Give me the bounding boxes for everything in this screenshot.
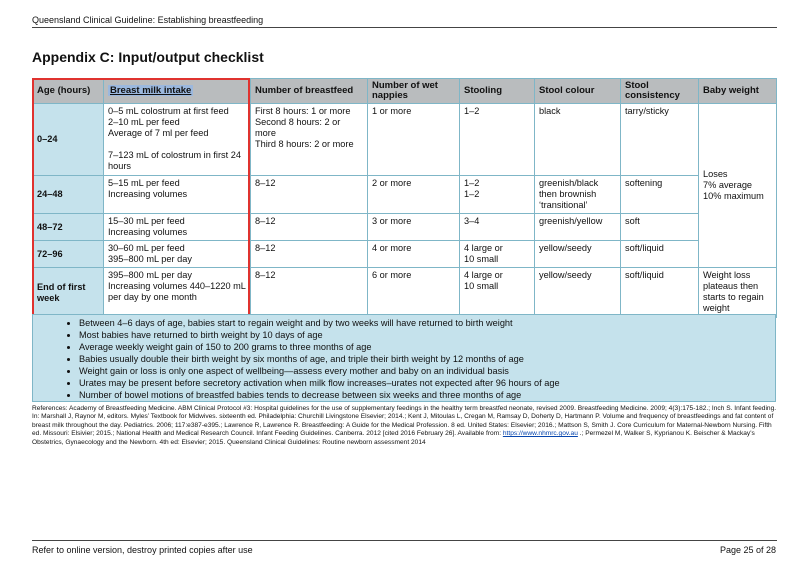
- footer-divider: [32, 540, 777, 541]
- col-header-colour: Stool colour: [535, 79, 621, 104]
- consistency-cell: soft/liquid: [621, 268, 699, 318]
- cell-line: yellow/seedy: [539, 243, 592, 253]
- col-header-stooling: Stooling: [460, 79, 535, 104]
- stooling-cell: [460, 104, 535, 176]
- cell-line: Increasing volumes: [108, 189, 188, 199]
- cell-line: 2–10 mL per feed: [108, 117, 180, 127]
- references-text: References: Academy of Breastfeeding Medicine. ABM Clinical Protocol #3: Hospital guidelines for the use of supplementary feedings in the healthy term breastfed neonate, revised 2009. Breastfeeding Medicine. 2009; 4(3):175-182.; Inch S. Infant feeding. In: Marshall J, Raynor M, editors. Myles’ Textbook for Midwives. sixteenth ed. Philadelphia: Churchill Livingstone Elsevier; 2014.; Kent J, Mitoulas L, Cregan M, Ramsay D, Doherty D, Hartmann P. Volume and frequency of breastfeedings and fat content of breast milk throughout the day. Pediatrics. 2006; 117:e387-e395.; Lawrence R, Lawrence R. Breastfeeding: A Guide for the Medical Profession. 8 ed. United States: Elsevier; 2016.; Mattson S, Smith J. Core Curriculum for Maternal-Newborn Nursing. Fifth ed. Missouri: Elsivier; 2015.; National Health and Medical Research Council. Infant Feeding Guidelines. Canberra. 2012 [cited 2016 February 26]. Available from:: [32, 405, 777, 438]
- cell-line: 7% average: [703, 180, 753, 190]
- feeds-cell: [251, 104, 368, 176]
- stooling-cell: [460, 176, 535, 214]
- notes-list: [33, 317, 775, 401]
- col-header-wet: Number of wet nappies: [368, 79, 460, 104]
- references: [32, 405, 777, 447]
- header-divider: [32, 27, 777, 28]
- cell-line: Average of 7 ml per feed: [108, 128, 209, 138]
- age-cell: 72–96: [33, 241, 104, 268]
- age-cell: 0–24: [33, 104, 104, 176]
- cell-line: Third 8 hours: 2 or more: [255, 139, 354, 149]
- cell-line: 10% maximum: [703, 191, 764, 201]
- references-text-end: .; Permezel M, Walker S, Kyprianou K. Beischer & Mackay's Obstetrics, Gynaecology and the Newborn. 4th ed: Elsevier; 2015. Queensland Clinical Guidelines: Routine newborn assessment 2014: [32, 430, 755, 446]
- cell-line: 1–2: [464, 189, 480, 199]
- age-cell: 48–72: [33, 214, 104, 241]
- colour-cell: [535, 241, 621, 268]
- intake-cell: [104, 214, 251, 241]
- cell-line: 8–12: [255, 178, 276, 188]
- colour-cell: [535, 104, 621, 176]
- list-item: • Babies usually double their birth weight by six months of age, and triple their birth weight by 12 months of age: [79, 353, 775, 365]
- age-cell: End of first week: [33, 268, 104, 318]
- col-header-feeds: Number of breastfeed: [251, 79, 368, 104]
- cell-line: 5–15 mL per feed: [108, 178, 180, 188]
- stooling-cell: [460, 214, 535, 241]
- cell-line: yellow/seedy: [539, 270, 592, 280]
- consistency-cell: softening: [621, 176, 699, 214]
- cell-line: 10 small: [464, 281, 499, 291]
- wet-cell: 2 or more: [368, 176, 460, 214]
- cell-line: black: [539, 106, 561, 116]
- list-item: • Most babies have returned to birth weight by 10 days of age: [79, 329, 775, 341]
- table-row: [33, 268, 777, 318]
- list-item: • Urates may be present before secretory activation when milk flow increases–urates not expected after 96 hours of age: [79, 377, 775, 389]
- cell-line: ‘transitional’: [539, 200, 588, 210]
- colour-cell: [535, 176, 621, 214]
- cell-line: First 8 hours: 1 or more: [255, 106, 351, 116]
- feeds-cell: [251, 241, 368, 268]
- list-item: • Number of bowel motions of breastfed babies tends to decrease between six weeks and three months of age: [79, 389, 775, 401]
- cell-line: 1–2: [464, 178, 480, 188]
- table-row: [33, 214, 777, 241]
- list-item: • Between 4–6 days of age, babies start to regain weight and by two weeks will have returned to birth weight: [79, 317, 775, 329]
- page-number: Page 25 of 28: [719, 545, 776, 555]
- col-header-intake: [104, 79, 251, 104]
- intake-cell: [104, 268, 251, 318]
- table-header-row: [33, 79, 777, 104]
- cell-line: Increasing volumes: [108, 227, 188, 237]
- consistency-cell: soft: [621, 214, 699, 241]
- feeds-cell: [251, 214, 368, 241]
- cell-line: 4 large or: [464, 243, 503, 253]
- cell-line: 7–123 mL of colostrum in first 24 hours: [108, 150, 241, 171]
- consistency-cell: soft/liquid: [621, 241, 699, 268]
- cell-line: Increasing volumes 440–1220 mL per day by one month: [108, 281, 246, 302]
- feeds-cell: [251, 176, 368, 214]
- wet-cell: 1 or more: [368, 104, 460, 176]
- wet-cell: 4 or more: [368, 241, 460, 268]
- col-header-weight: Baby weight: [699, 79, 777, 104]
- footer-note: Refer to online version, destroy printed copies after use: [32, 545, 253, 555]
- intake-cell: [104, 241, 251, 268]
- nhmrc-link[interactable]: https://www.nhmrc.gov.au: [502, 430, 578, 438]
- page-title: Appendix C: Input/output checklist: [32, 49, 264, 65]
- age-cell: 24–48: [33, 176, 104, 214]
- stooling-cell: [460, 241, 535, 268]
- list-item: • Weight gain or loss is only one aspect of wellbeing—assess every mother and baby on an individual basis: [79, 365, 775, 377]
- table-row: [33, 241, 777, 268]
- cell-line: 15–30 mL per feed: [108, 216, 185, 226]
- wet-cell: 6 or more: [368, 268, 460, 318]
- cell-line: Second 8 hours: 2 or more: [255, 117, 341, 138]
- cell-line: 0–5 mL colostrum at first feed: [108, 106, 229, 116]
- feeds-cell: [251, 268, 368, 318]
- col-header-consistency: Stool consistency: [621, 79, 699, 104]
- cell-line: 395–800 mL per day: [108, 254, 192, 264]
- cell-line: 8–12: [255, 216, 276, 226]
- col-header-age: Age (hours): [33, 79, 104, 104]
- cell-line: [108, 139, 246, 150]
- table-row: [33, 176, 777, 214]
- intake-cell: [104, 176, 251, 214]
- cell-line: then brownish: [539, 189, 597, 199]
- stooling-cell: [460, 268, 535, 318]
- document-header: Queensland Clinical Guideline: Establishing breastfeeding: [32, 15, 264, 25]
- table-row: [33, 104, 777, 176]
- colour-cell: [535, 214, 621, 241]
- cell-line: 10 small: [464, 254, 499, 264]
- cell-line: 30–60 mL per feed: [108, 243, 185, 253]
- cell-line: 1–2: [464, 106, 480, 116]
- cell-line: 8–12: [255, 270, 276, 280]
- weight-cell: [699, 104, 777, 268]
- colour-cell: [535, 268, 621, 318]
- checklist-table: [32, 78, 777, 318]
- intake-cell: [104, 104, 251, 176]
- cell-line: greenish/yellow: [539, 216, 603, 226]
- cell-line: Loses: [703, 169, 728, 179]
- cell-line: 8–12: [255, 243, 276, 253]
- cell-line: 395–800 mL per day: [108, 270, 192, 280]
- cell-line: 4 large or: [464, 270, 503, 280]
- wet-cell: 3 or more: [368, 214, 460, 241]
- consistency-cell: tarry/sticky: [621, 104, 699, 176]
- notes-panel: [32, 314, 776, 402]
- list-item: • Average weekly weight gain of 150 to 200 grams to three months of age: [79, 341, 775, 353]
- weight-cell: Weight loss plateaus then starts to regain weight: [699, 268, 777, 318]
- cell-line: 3–4: [464, 216, 480, 226]
- highlighted-header: Breast milk intake: [110, 85, 192, 96]
- cell-line: greenish/black: [539, 178, 599, 188]
